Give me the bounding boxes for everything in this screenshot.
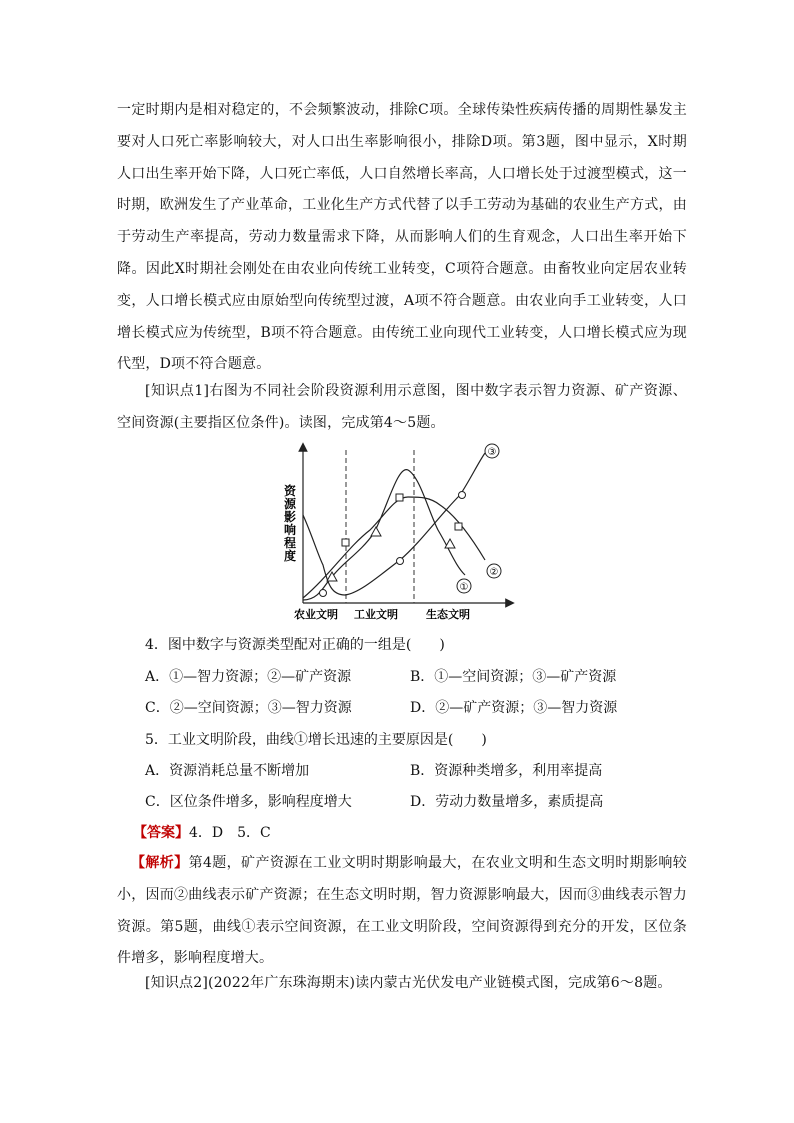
label-3 [485,444,499,458]
curve-1-triangle-2 [371,527,381,536]
x-category-eco: 生态文明 [426,608,470,621]
question-4-stem: 4．图中数字与资源类型配对正确的一组是( ) [145,637,445,653]
question-4-option-d[interactable]: D．②—矿产资源；③—智力资源 [410,700,618,716]
svg-text:③: ③ [487,447,497,458]
analysis-continued-text: 一定时期内是相对稳定的，不会频繁波动，排除C项。全球传染性疾病传播的周期性暴发主要对人口死亡率影响较大，对人口出生率影响很小，排除D项。第3题，图中显示，X时期人口出生率开始下降，人口死亡率低，人口自然增长率高，人口增长处于过渡型模式，这一时期，欧洲发生了产业革命，工业化生产方式代替了以手工劳动为基础的农业生产方式，由于劳动生产率提高，劳动力数量需求下降，从而影响人们的生育观念，人口出生率开始下降。因此X时期社会刚处在由农业向传统工业转变，C项符合题意。由畜牧业向定居农业转变，人口增长模式应由原始型向传统型过渡，A项不符合题意。由农业向手工业转变，人口增长模式应为传统型，B项不符合题意。由传统工业向现代工业转变，人口增长模式应为现代型，D项不符合题意。 [117,102,687,373]
question-5-option-b[interactable]: B．资源种类增多，利用率提高 [410,763,603,779]
answer-line [133,822,271,842]
curve-3-circle-2 [397,558,404,565]
question-4-option-c[interactable]: C．②—空间资源；③—智力资源 [145,700,352,716]
question-4-option-b[interactable]: B．①—空间资源；③—矿产资源 [410,669,617,685]
answer-text: 4．D 5．C [189,825,271,841]
analysis-paragraph [117,848,687,975]
question-5-stem: 5．工业文明阶段，曲线①增长迅速的主要原因是( ) [145,732,487,748]
svg-text:①: ① [459,582,469,593]
question-5-option-c[interactable]: C．区位条件增多，影响程度增大 [145,794,352,810]
x-category-industry: 工业文明 [354,608,398,621]
knowledge-point-1-intro: [知识点1]右图为不同社会阶段资源利用示意图，图中数字表示智力资源、矿产资源、空间资源(主要指区位条件)。读图，完成第4～5题。 [117,383,687,431]
curve-2-square-3 [455,523,462,530]
analysis-text: 第4题，矿产资源在工业文明时期影响最大，在农业文明和生态文明时期影响较小，因而②曲线表示矿产资源；在生态文明时期，智力资源影响最大，因而③曲线表示智力资源。第5题，曲线①表示空间资源，在工业文明阶段，空间资源得到充分的开发，区位条件增多，影响程度增大。 [117,855,687,967]
curve-2-square-2 [396,494,403,501]
resource-chart [270,435,520,625]
svg-text:②: ② [489,567,499,578]
x-category-agri: 农业文明 [294,608,338,621]
curve-1-triangle-3 [445,539,455,548]
label-1 [457,579,471,593]
y-axis-label: 资源影响程度 [283,484,297,563]
knowledge-point-2-intro: [知识点2](2022年广东珠海期末)读内蒙古光伏发电产业链模式图，完成第6～8题。 [145,975,672,991]
curve-3-circle-1 [320,590,327,597]
question-5-option-d[interactable]: D．劳动力数量增多，素质提高 [410,794,604,810]
curve-2-square-1 [342,539,349,546]
label-2 [487,564,501,578]
analysis-tag: 【解析】 [131,855,189,871]
answer-tag: 【答案】 [133,825,189,841]
question-5-option-a[interactable]: A．资源消耗总量不断增加 [145,763,310,779]
question-4-option-a[interactable]: A．①—智力资源；②—矿产资源 [145,669,352,685]
curve-3-circle-3 [459,492,466,499]
